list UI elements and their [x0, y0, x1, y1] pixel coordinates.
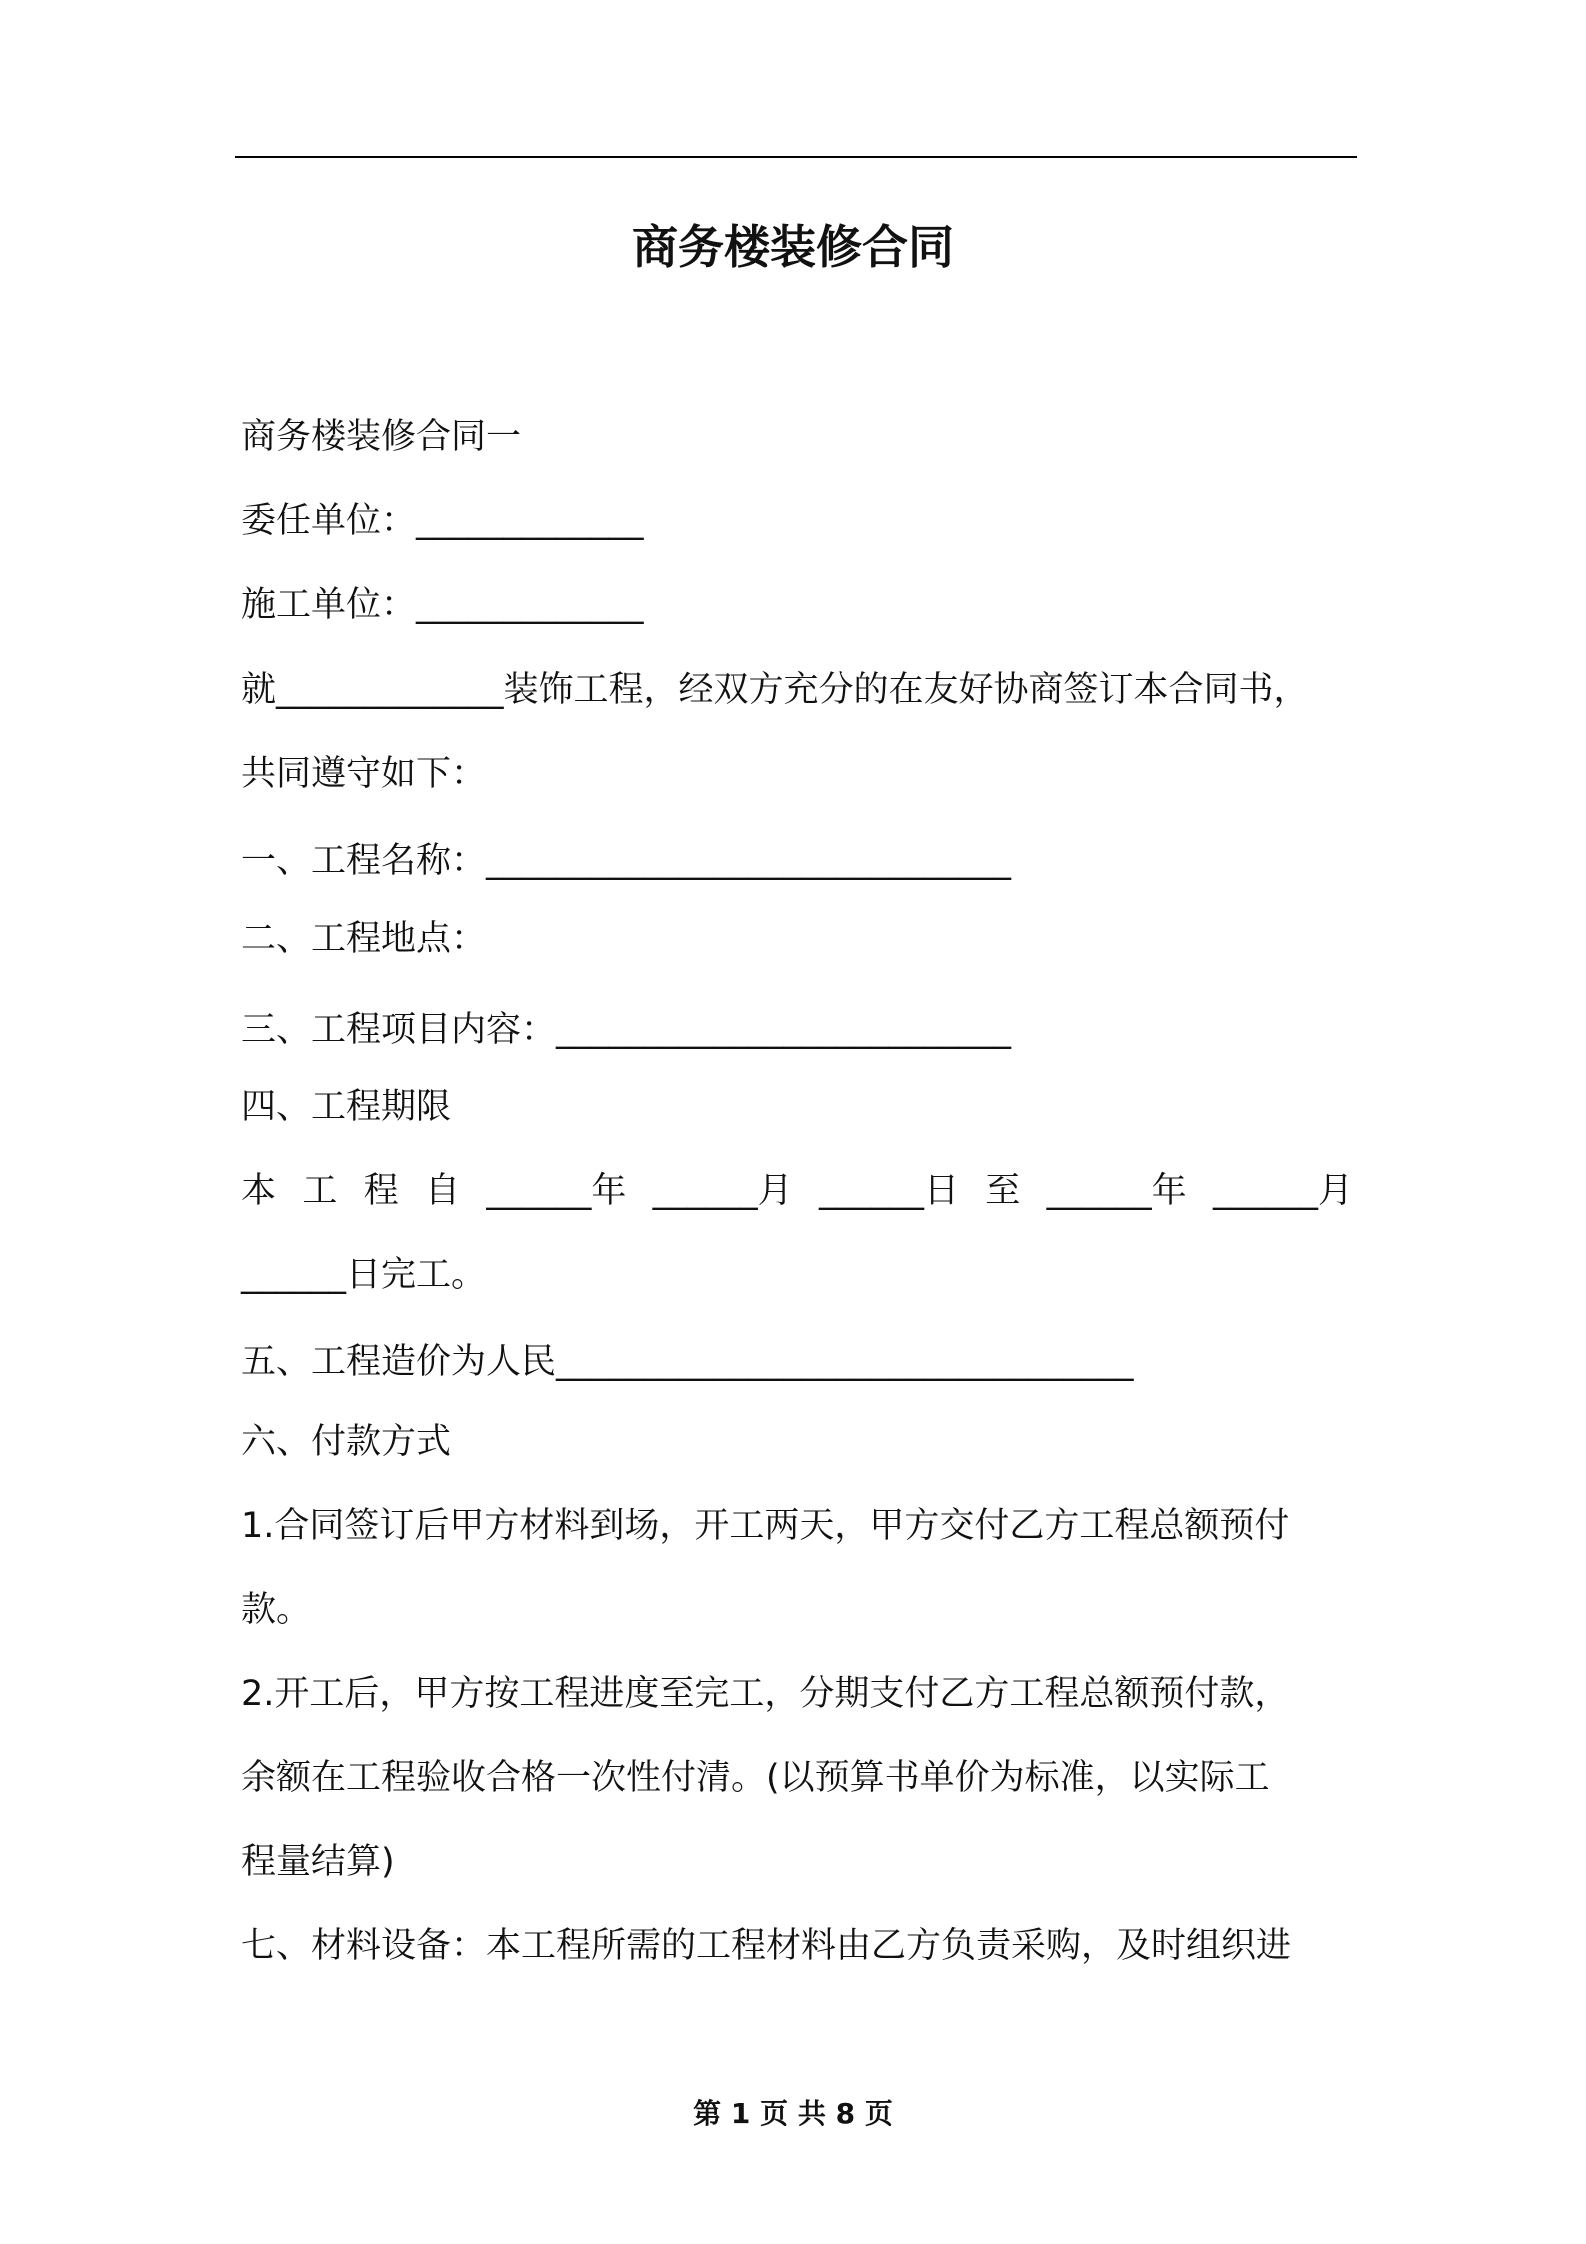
item-project-period: 四、工程期限: [241, 1087, 452, 1127]
section-heading: 商务楼装修合同一: [241, 417, 522, 457]
period-dates-line: [241, 1165, 1353, 1217]
item-project-location: 二、工程地点：: [241, 919, 487, 959]
period-token: 本: [241, 1171, 277, 1211]
period-token: 自: [424, 1171, 460, 1211]
period-token: ______年: [486, 1171, 627, 1211]
period-token: ______年: [1046, 1171, 1187, 1211]
period-token: ______日: [818, 1171, 959, 1211]
period-token: 工: [302, 1171, 338, 1211]
payment-clause-1-line-2: 款。: [241, 1590, 312, 1630]
item-project-cost: 五、工程造价为人民_________________________________: [241, 1342, 1134, 1382]
payment-clause-2-line-1: 2.开工后，甲方按工程进度至完工，分期支付乙方工程总额预付款，: [241, 1674, 1290, 1714]
item-project-name: 一、工程名称：______________________________: [241, 841, 1012, 881]
item-materials-line-1: 七、材料设备：本工程所需的工程材料由乙方负责采购，及时组织进: [241, 1926, 1292, 1966]
client-unit-line: 委任单位：_____________: [241, 501, 644, 541]
payment-clause-2-line-2: 余额在工程验收合格一次性付清。(以预算书单价为标准，以实际工: [241, 1758, 1270, 1798]
payment-clause-2-line-3: 程量结算): [241, 1842, 395, 1882]
document-title: 商务楼装修合同: [632, 220, 954, 274]
item-project-content: 三、工程项目内容：__________________________: [241, 1010, 1012, 1050]
page-number-footer: 第 1 页 共 8 页: [693, 2097, 893, 2130]
preamble-line-1: 就_____________装饰工程，经双方充分的在友好协商签订本合同书，: [241, 670, 1309, 710]
period-token: ______月: [652, 1171, 793, 1211]
header-rule: [235, 156, 1357, 158]
period-token: 至: [985, 1171, 1021, 1211]
payment-clause-1-line-1: 1.合同签订后甲方材料到场，开工两天，甲方交付乙方工程总额预付: [241, 1506, 1290, 1546]
period-token: ______月: [1212, 1171, 1353, 1211]
item-payment-method: 六、付款方式: [241, 1422, 452, 1462]
period-completion-line: ______日完工。: [241, 1255, 487, 1295]
contractor-unit-line: 施工单位：_____________: [241, 585, 644, 625]
preamble-line-2: 共同遵守如下：: [241, 754, 487, 794]
period-token: 程: [363, 1171, 399, 1211]
